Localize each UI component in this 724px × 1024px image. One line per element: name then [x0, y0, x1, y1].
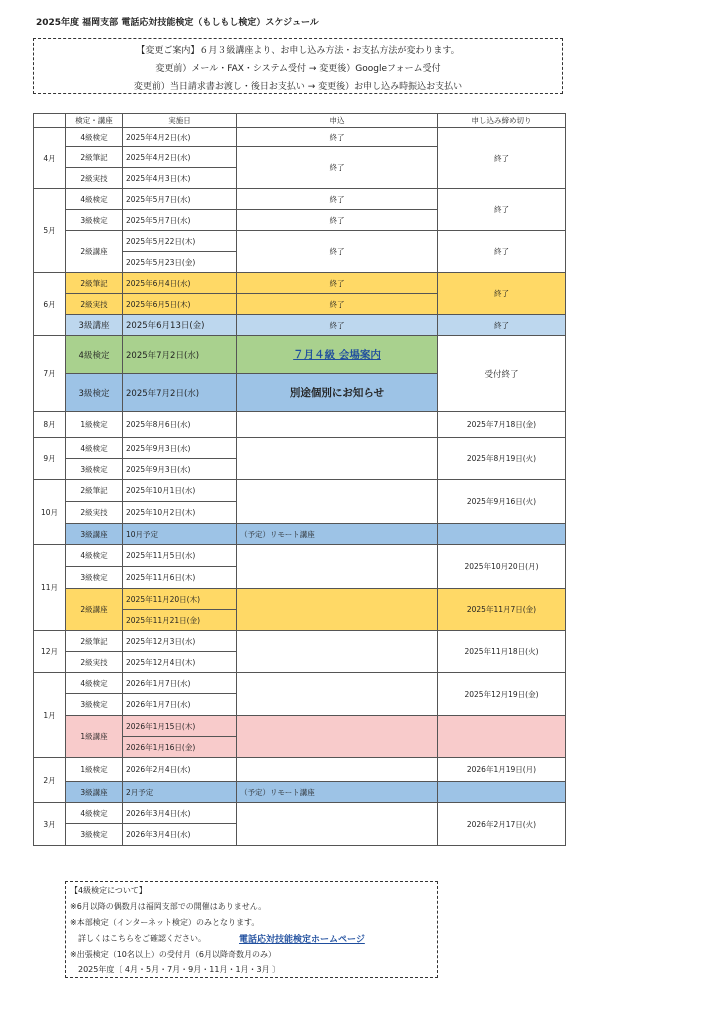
venue-info-link-text[interactable]: ７月４級 会場案内	[293, 349, 381, 361]
deadline: 2025年11月18日(火)	[438, 631, 566, 673]
deadline: 終了	[438, 231, 566, 273]
venue-info-link[interactable]	[237, 336, 438, 374]
deadline: 2025年7月18日(金)	[438, 412, 566, 438]
exam-type: 3級講座	[66, 782, 123, 803]
month-label: 12月	[34, 631, 66, 673]
grade4-info-box	[65, 881, 438, 978]
exam-type: 4級検定	[66, 673, 123, 694]
exam-date: 2025年4月3日(木)	[123, 168, 237, 189]
exam-type: 2級実技	[66, 652, 123, 673]
schedule-table	[33, 113, 566, 846]
table-row	[34, 438, 566, 459]
info-line: ※本部検定（インターネット検定）のみとなります。	[70, 918, 260, 927]
exam-type: 3級検定	[66, 459, 123, 480]
info-line: 詳しくはこちらをご確認ください。	[70, 934, 206, 943]
month-label: 2月	[34, 758, 66, 803]
exam-type: 2級筆記	[66, 480, 123, 502]
deadline: 終了	[438, 315, 566, 336]
apply-status: 終了	[237, 231, 438, 273]
apply-cell	[237, 412, 438, 438]
exam-date: 2025年9月3日(水)	[123, 438, 237, 459]
deadline: 2025年12月19日(金)	[438, 673, 566, 716]
apply-status: 別途個別にお知らせ	[237, 374, 438, 412]
table-row	[34, 545, 566, 567]
table-row	[34, 524, 566, 545]
exam-date: 2026年1月7日(水)	[123, 694, 237, 716]
apply-cell	[237, 803, 438, 846]
exam-date: 2025年12月3日(水)	[123, 631, 237, 652]
exam-type: 4級検定	[66, 803, 123, 824]
table-row	[34, 716, 566, 737]
deadline-cell	[438, 716, 566, 758]
notice-line: 変更前）メール・FAX・システム受付 → 変更後）Googleフォーム受付	[155, 64, 441, 74]
apply-status: 終了	[237, 315, 438, 336]
exam-date: 2025年5月23日(金)	[123, 252, 237, 273]
month-label: 3月	[34, 803, 66, 846]
apply-cell	[237, 545, 438, 589]
exam-date: 2026年2月4日(水)	[123, 758, 237, 782]
table-row	[34, 315, 566, 336]
info-line: ※出張検定（10名以上）の受付月（6月以降奇数月のみ）	[70, 950, 276, 959]
table-row	[34, 631, 566, 652]
exam-type: 3級検定	[66, 567, 123, 589]
deadline: 終了	[438, 273, 566, 315]
table-row	[34, 336, 566, 374]
exam-type: 1級講座	[66, 716, 123, 758]
apply-cell	[237, 673, 438, 716]
table-row	[34, 782, 566, 803]
table-row	[34, 480, 566, 502]
apply-status: 終了	[237, 273, 438, 294]
exam-type: 4級検定	[66, 438, 123, 459]
exam-date: 2025年6月4日(水)	[123, 273, 237, 294]
table-row	[34, 189, 566, 210]
exam-type: 3級検定	[66, 694, 123, 716]
deadline: 終了	[438, 128, 566, 189]
exam-date: 2月予定	[123, 782, 237, 803]
exam-date: 2025年11月21日(金)	[123, 610, 237, 631]
month-label: 5月	[34, 189, 66, 273]
exam-type: 3級検定	[66, 374, 123, 412]
info-line: ※6月以降の偶数月は福岡支部での開催はありません。	[70, 902, 267, 911]
table-row	[34, 803, 566, 824]
deadline: 2025年8月19日(火)	[438, 438, 566, 480]
table-row	[34, 412, 566, 438]
exam-type: 2級実技	[66, 294, 123, 315]
apply-cell	[237, 480, 438, 524]
homepage-link[interactable]: 電話応対技能検定ホームページ	[239, 935, 365, 945]
exam-type: 4級検定	[66, 189, 123, 210]
exam-date: 2025年11月20日(木)	[123, 589, 237, 610]
exam-type: 2級実技	[66, 502, 123, 524]
apply-status: （予定）リモート講座	[237, 782, 438, 803]
month-label: 1月	[34, 673, 66, 758]
table-row	[34, 589, 566, 610]
apply-status: 終了	[237, 189, 438, 210]
apply-cell	[237, 631, 438, 673]
exam-date: 2025年5月7日(水)	[123, 210, 237, 231]
page-title: 2025年度 福岡支部 電話応対技能検定（もしもし検定）スケジュール	[36, 18, 319, 28]
exam-date: 2025年5月7日(水)	[123, 189, 237, 210]
apply-status: （予定）リモート講座	[237, 524, 438, 545]
apply-cell	[237, 758, 438, 782]
header-type: 検定・講座	[66, 114, 123, 128]
table-row	[34, 273, 566, 294]
deadline: 2026年1月19日(月)	[438, 758, 566, 782]
exam-date: 2025年12月4日(木)	[123, 652, 237, 673]
exam-date: 2025年10月1日(水)	[123, 480, 237, 502]
exam-type: 2級筆記	[66, 631, 123, 652]
notice-line: 変更前）当日請求書お渡し・後日お支払い → 変更後）お申し込み時振込お支払い	[133, 82, 463, 92]
deadline-cell	[438, 524, 566, 545]
exam-date: 2025年4月2日(水)	[123, 128, 237, 147]
apply-cell	[237, 438, 438, 480]
header-apply: 申込	[237, 114, 438, 128]
exam-type: 1級検定	[66, 412, 123, 438]
deadline: 終了	[438, 189, 566, 231]
month-label: 7月	[34, 336, 66, 412]
notice-line: 【変更ご案内】６月３級講座より、お申し込み方法・お支払方法が変わります。	[136, 46, 460, 56]
exam-type: 4級検定	[66, 128, 123, 147]
deadline: 2025年9月16日(火)	[438, 480, 566, 524]
table-row	[34, 128, 566, 147]
info-line: 2025年度〔 4月・5月・7月・9月・11月・1月・3月 〕	[70, 965, 281, 974]
exam-type: 4級検定	[66, 545, 123, 567]
exam-type: 2級筆記	[66, 273, 123, 294]
month-label: 4月	[34, 128, 66, 189]
apply-cell	[237, 589, 438, 631]
exam-type: 2級実技	[66, 168, 123, 189]
apply-status: 終了	[237, 147, 438, 189]
exam-type: 3級講座	[66, 315, 123, 336]
exam-date: 10月予定	[123, 524, 237, 545]
apply-cell	[237, 716, 438, 758]
month-label: 9月	[34, 438, 66, 480]
exam-date: 2026年1月15日(木)	[123, 716, 237, 737]
table-header-row	[34, 114, 566, 128]
exam-date: 2026年1月16日(金)	[123, 737, 237, 758]
apply-status: 終了	[237, 210, 438, 231]
exam-type: 2級講座	[66, 231, 123, 273]
deadline: 2025年10月20日(月)	[438, 545, 566, 589]
exam-type: 4級検定	[66, 336, 123, 374]
month-label: 6月	[34, 273, 66, 336]
apply-status: 終了	[237, 128, 438, 147]
exam-date: 2026年1月7日(水)	[123, 673, 237, 694]
header-date: 実施日	[123, 114, 237, 128]
exam-date: 2025年11月5日(水)	[123, 545, 237, 567]
exam-date: 2025年11月6日(木)	[123, 567, 237, 589]
exam-date: 2025年7月2日(水)	[123, 336, 237, 374]
exam-type: 1級検定	[66, 758, 123, 782]
table-row	[34, 231, 566, 252]
info-heading: 【4級検定について】	[70, 886, 147, 895]
table-row	[34, 758, 566, 782]
header-month	[34, 114, 66, 128]
exam-date: 2025年9月3日(水)	[123, 459, 237, 480]
deadline: 受付終了	[438, 336, 566, 412]
exam-type: 3級検定	[66, 210, 123, 231]
exam-type: 2級筆記	[66, 147, 123, 168]
header-deadline: 申し込み締め切り	[438, 114, 566, 128]
month-label: 8月	[34, 412, 66, 438]
exam-date: 2025年7月2日(水)	[123, 374, 237, 412]
exam-date: 2025年10月2日(木)	[123, 502, 237, 524]
exam-type: 3級講座	[66, 524, 123, 545]
exam-date: 2025年6月5日(木)	[123, 294, 237, 315]
month-label: 11月	[34, 545, 66, 631]
month-label: 10月	[34, 480, 66, 545]
exam-date: 2026年3月4日(水)	[123, 824, 237, 846]
exam-date: 2025年5月22日(木)	[123, 231, 237, 252]
exam-type: 2級講座	[66, 589, 123, 631]
exam-date: 2026年3月4日(水)	[123, 803, 237, 824]
exam-date: 2025年8月6日(水)	[123, 412, 237, 438]
exam-date: 2025年4月2日(水)	[123, 147, 237, 168]
deadline: 2026年2月17日(火)	[438, 803, 566, 846]
exam-date: 2025年6月13日(金)	[123, 315, 237, 336]
apply-status: 終了	[237, 294, 438, 315]
exam-type: 3級検定	[66, 824, 123, 846]
change-notice-box	[33, 38, 563, 94]
table-row	[34, 673, 566, 694]
deadline-cell	[438, 782, 566, 803]
deadline: 2025年11月7日(金)	[438, 589, 566, 631]
